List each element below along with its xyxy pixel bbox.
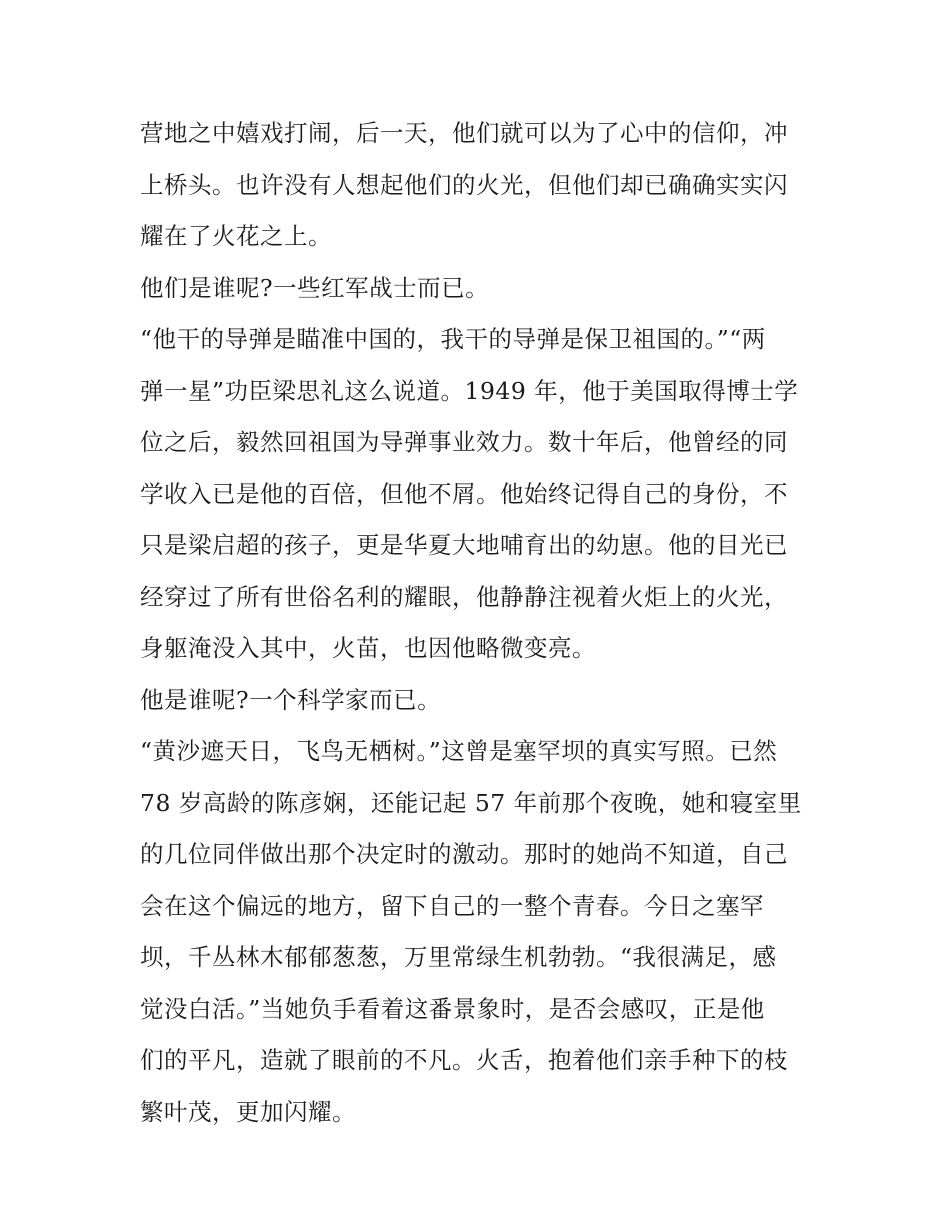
text-line: 会在这个偏远的地方，留下自己的一整个青春。今日之塞罕 bbox=[140, 891, 764, 920]
paragraph-2 bbox=[140, 263, 820, 315]
text-line: “黄沙遮天日，飞鸟无栖树。”这曾是塞罕坝的真实写照。已然 bbox=[140, 737, 778, 765]
text-line: 的几位同伴做出那个决定时的激动。那时的她尚不知道，自己 bbox=[140, 840, 788, 868]
text-line: “他干的导弹是瞄准中国的，我干的导弹是保卫祖国的。”“两 bbox=[140, 325, 766, 353]
paragraph-1 bbox=[140, 108, 820, 263]
text-line: 学收入已是他的百倍，但他不屑。他始终记得自己的身份，不 bbox=[140, 479, 788, 508]
text-line: 他是谁呢?一个科学家而已。 bbox=[140, 685, 442, 714]
paragraph-4 bbox=[140, 675, 820, 727]
text-line: 繁叶茂，更加闪耀。 bbox=[140, 1097, 356, 1126]
text-line: 经穿过了所有世俗名利的耀眼，他静静注视着火炬上的火光， bbox=[140, 582, 788, 611]
text-line: 坝，千丛林木郁郁葱葱，万里常绿生机勃勃。“我很满足，感 bbox=[140, 943, 777, 971]
paragraph-5 bbox=[140, 726, 820, 1138]
text-line: 位之后，毅然回祖国为导弹事业效力。数十年后，他曾经的同 bbox=[140, 428, 788, 456]
text-line: 耀在了火花之上。 bbox=[140, 222, 332, 250]
text-line: 78 岁高龄的陈彦娴，还能记起 57 年前那个夜晚，她和寝室里 bbox=[140, 788, 802, 817]
text-line: 觉没白活。”当她负手看着这番景象时，是否会感叹，正是他 bbox=[140, 994, 765, 1023]
text-line: 他们是谁呢?一些红军战士而已。 bbox=[140, 273, 490, 302]
text-line: 身躯淹没入其中，火苗，也因他略微变亮。 bbox=[140, 634, 596, 662]
text-line: 营地之中嬉戏打闹，后一天，他们就可以为了心中的信仰，冲 bbox=[140, 119, 788, 147]
text-line: 弹一星”功臣梁思礼这么说道。1949 年，他于美国取得博士学 bbox=[140, 376, 799, 405]
text-line: 们的平凡，造就了眼前的不凡。火舌，抱着他们亲手种下的枝 bbox=[140, 1046, 788, 1074]
document-page bbox=[140, 108, 820, 1138]
text-line: 上桥头。也许没有人想起他们的火光，但他们却已确确实实闪 bbox=[140, 170, 788, 199]
paragraph-3 bbox=[140, 314, 820, 675]
text-line: 只是梁启超的孩子，更是华夏大地哺育出的幼崽。他的目光已 bbox=[140, 531, 788, 559]
